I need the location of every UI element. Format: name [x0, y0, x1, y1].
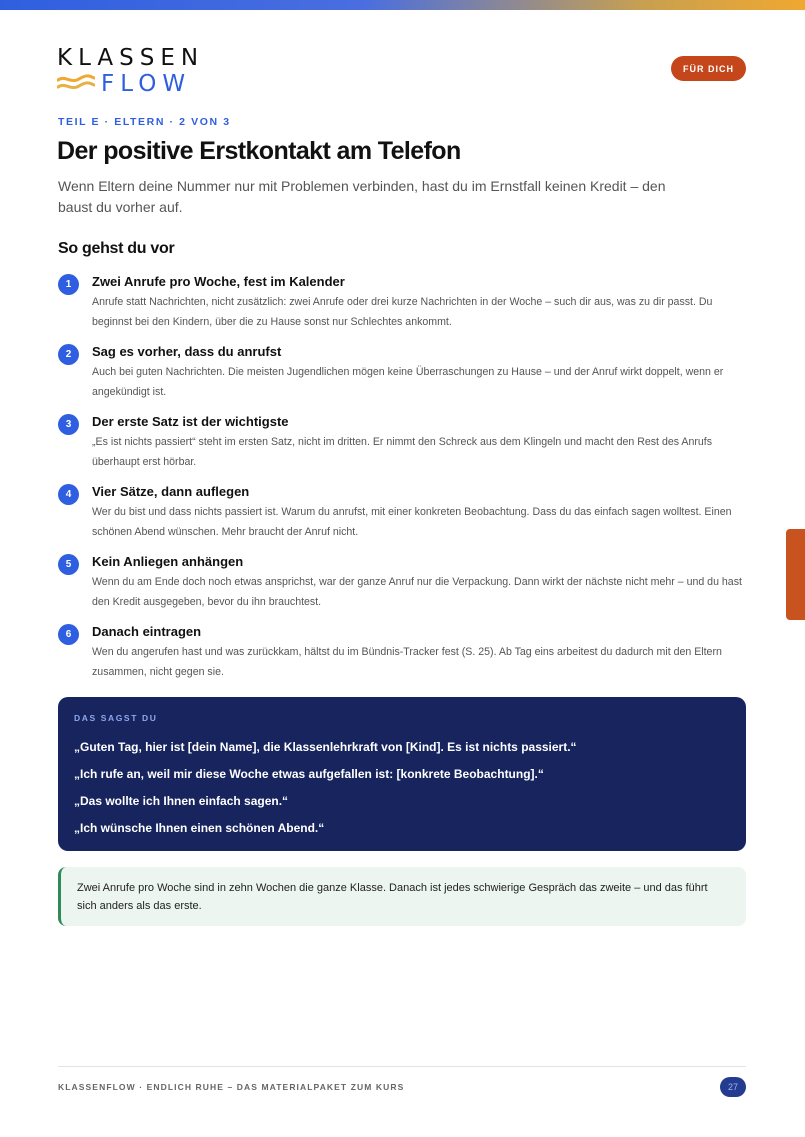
steps-list [58, 272, 748, 692]
section-kicker: TEIL E · ELTERN · 2 VON 3 [58, 116, 231, 128]
footer-divider [58, 1066, 746, 1067]
script-line: „Ich rufe an, weil mir diese Woche etwas aufgefallen ist: [konkrete Beobachtung].“ [74, 767, 544, 781]
step-title: Zwei Anrufe pro Woche, fest im Kalender [92, 274, 345, 289]
step-text: Auch bei guten Nachrichten. Die meisten Jugendlichen mögen keine Überraschungen zu Hause – und der Anruf wirkt doppelt, wenn er angekündigt ist. [92, 366, 724, 398]
footer-text: KLASSENFLOW · ENDLICH RUHE – DAS MATERIALPAKET ZUM KURS [58, 1082, 405, 1092]
lead-paragraph: Wenn Eltern deine Nummer nur mit Problemen verbinden, hast du im Ernstfall keinen Kredit – den baust du vorher auf. [58, 178, 666, 215]
step-text: Anrufe statt Nachrichten, nicht zusätzlich: zwei Anrufe oder drei kurze Nachrichten in der Woche – such dir aus, was zu dir passt. Du beginnst bei den Kindern, über die zu Hause sonst nur Schlechtes ankommt. [92, 296, 713, 328]
logo [57, 45, 205, 97]
step-item [58, 412, 748, 482]
logo-bottom-text: FLOW [101, 71, 192, 97]
step-number: 3 [58, 414, 79, 435]
step-item [58, 272, 748, 342]
step-number: 5 [58, 554, 79, 575]
script-line: „Das wollte ich Ihnen einfach sagen.“ [74, 794, 289, 808]
step-title: Danach eintragen [92, 624, 202, 639]
step-text: Wen du angerufen hast und was zurückkam, hältst du im Bündnis-Tracker fest (S. 25). Ab Tag eins arbeitest du dadurch mit den Eltern zusammen, nicht gegen sie. [92, 646, 722, 678]
step-item [58, 622, 748, 692]
step-text: „Es ist nichts passiert“ steht im ersten Satz, nicht im dritten. Er nimmt den Schreck aus dem Klingeln und macht den Rest des Anrufs überhaupt erst hörbar. [92, 436, 712, 468]
step-number: 4 [58, 484, 79, 505]
script-box [58, 697, 746, 851]
step-item [58, 342, 748, 412]
step-number: 2 [58, 344, 79, 365]
step-number: 1 [58, 274, 79, 295]
step-text: Wer du bist und dass nichts passiert ist. Warum du anrufst, mit einer konkreten Beobachtung. Dass du das einfach sagen wolltest. Einen schönen Abend wünschen. Mehr braucht der Anruf nicht. [92, 506, 732, 538]
step-title: Vier Sätze, dann auflegen [92, 484, 250, 499]
script-line: „Ich wünsche Ihnen einen schönen Abend.“ [74, 821, 325, 835]
side-tab-marker [786, 529, 805, 620]
script-box-label: DAS SAGST DU [74, 713, 158, 723]
page-title: Der positive Erstkontakt am Telefon [57, 137, 461, 165]
wave-icon [57, 74, 95, 94]
step-number: 6 [58, 624, 79, 645]
script-line: „Guten Tag, hier ist [dein Name], die Klassenlehrkraft von [Kind]. Es ist nichts passiert.“ [74, 740, 577, 754]
steps-heading: So gehst du vor [58, 240, 175, 257]
step-title: Kein Anliegen anhängen [92, 554, 244, 569]
top-gradient-bar [0, 0, 805, 10]
step-title: Sag es vorher, dass du anrufst [92, 344, 282, 359]
page-number: 27 [720, 1077, 746, 1097]
step-item [58, 482, 748, 552]
tip-note: Zwei Anrufe pro Woche sind in zehn Wochen die ganze Klasse. Danach ist jedes schwierige Gespräch das zweite – und das führt sich anders als das erste. [58, 867, 746, 926]
logo-top-text: KLASSEN [57, 45, 205, 71]
step-title: Der erste Satz ist der wichtigste [92, 414, 289, 429]
step-text: Wenn du am Ende doch noch etwas ansprichst, war der ganze Anruf nur die Verpackung. Dann wirkt der nächste nicht mehr – und du hast den Kredit ausgegeben, bevor du ihn brauchtest. [92, 576, 742, 608]
audience-badge: FÜR DICH [671, 56, 746, 81]
step-item [58, 552, 748, 622]
